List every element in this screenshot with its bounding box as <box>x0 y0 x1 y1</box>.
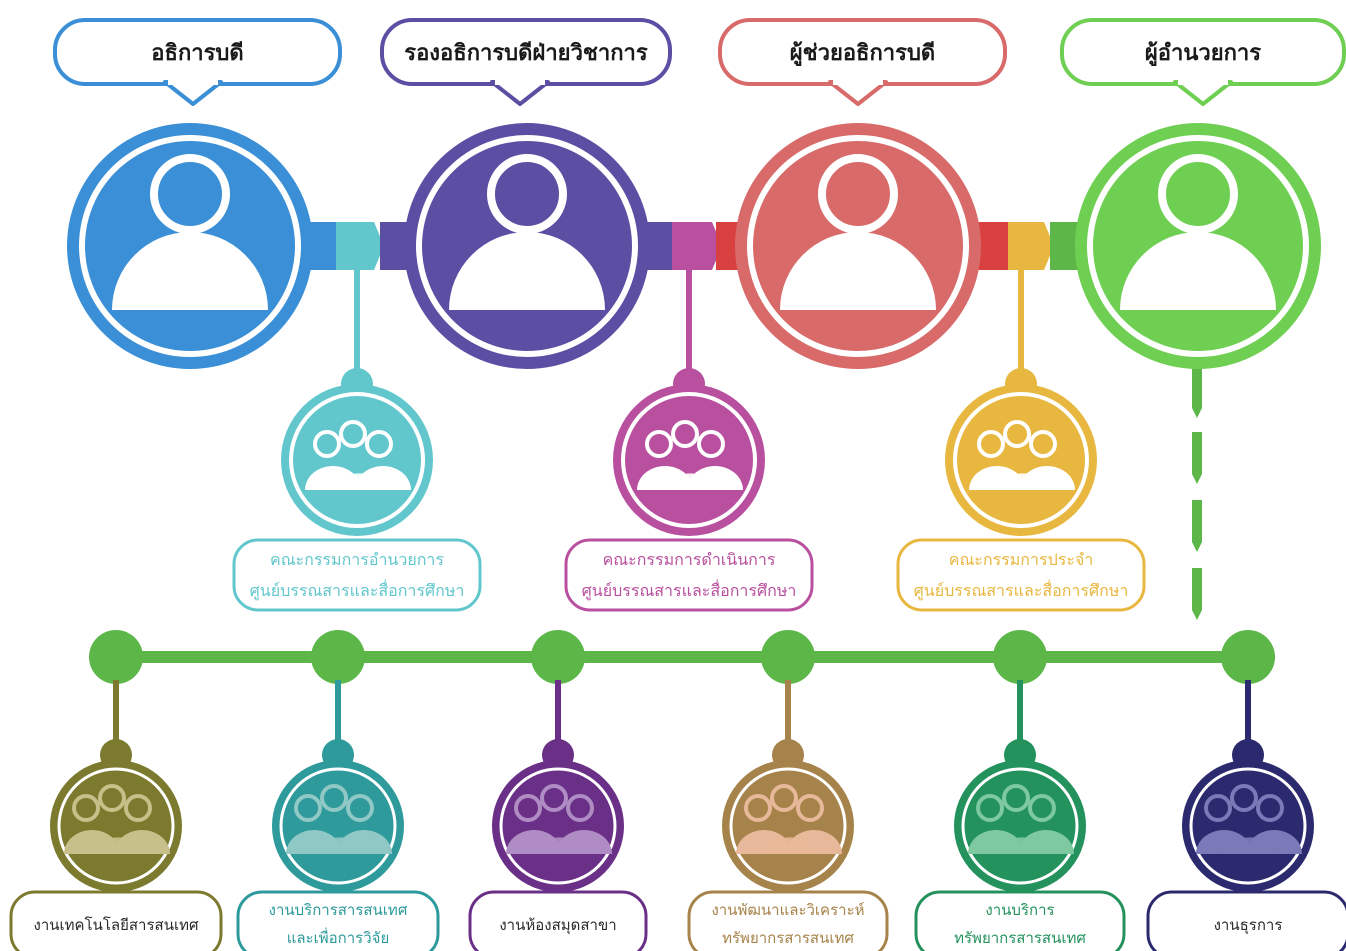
group-icon <box>613 368 765 536</box>
executive-title-bubble <box>720 20 1005 104</box>
unit-line-2: ทรัพยากรสารสนเทศ <box>722 929 854 947</box>
timeline-node <box>89 630 143 684</box>
unit-line-1: งานธุรการ <box>1213 916 1283 934</box>
group-icon <box>281 368 433 536</box>
unit-label <box>11 892 221 951</box>
unit-label <box>689 892 887 951</box>
timeline-node <box>761 630 815 684</box>
group-icon <box>50 739 182 892</box>
unit-line-1: งานเทคโนโลยีสารสนเทศ <box>33 916 199 934</box>
dash-arrow <box>1192 474 1202 484</box>
dash-segment <box>1192 432 1202 474</box>
committee-1 <box>234 368 480 610</box>
timeline-node <box>1221 630 1275 684</box>
unit-label <box>1148 892 1346 951</box>
unit-line-2: และเพื่อการวิจัย <box>286 929 390 947</box>
unit-label <box>238 892 438 951</box>
timeline-node <box>311 630 365 684</box>
person-icon <box>735 123 981 369</box>
executive-1 <box>55 20 340 369</box>
dash-segment <box>1192 500 1202 542</box>
group-icon <box>272 739 404 892</box>
unit-label <box>916 892 1124 951</box>
group-icon <box>945 368 1097 536</box>
committee-2 <box>566 368 812 610</box>
executive-title-bubble <box>55 20 340 104</box>
unit-label <box>470 892 646 951</box>
executive-2 <box>382 20 670 369</box>
group-icon <box>954 739 1086 892</box>
unit-2 <box>238 630 438 951</box>
executive-title-bubble <box>382 20 670 104</box>
committee-line-1: คณะกรรมการอำนวยการ <box>270 550 444 569</box>
executive-4 <box>1062 20 1344 369</box>
group-icon <box>492 739 624 892</box>
committee-line-1: คณะกรรมการประจำ <box>948 550 1094 569</box>
director-dashed-line <box>1192 366 1202 620</box>
committee-3 <box>898 368 1144 610</box>
group-icon <box>722 739 854 892</box>
executive-title: ผู้อำนวยการ <box>1144 41 1262 66</box>
person-icon <box>67 123 313 369</box>
committee-line-2: ศูนย์บรรณสารและสื่อการศึกษา <box>249 581 465 600</box>
unit-5 <box>916 630 1124 951</box>
unit-6 <box>1148 630 1346 951</box>
unit-3 <box>470 630 646 951</box>
unit-line-1: งานห้องสมุดสาขา <box>499 916 617 934</box>
executive-3 <box>720 20 1005 369</box>
committee-label <box>566 540 812 610</box>
group-icon <box>1182 739 1314 892</box>
executive-title: ผู้ช่วยอธิการบดี <box>789 41 936 66</box>
committee-label <box>234 540 480 610</box>
timeline-node <box>531 630 585 684</box>
dash-segment <box>1192 366 1202 408</box>
person-icon <box>404 123 650 369</box>
person-icon <box>1075 123 1321 369</box>
dash-arrow <box>1192 408 1202 418</box>
unit-line-1: งานพัฒนาและวิเคราะห์ <box>711 901 865 919</box>
unit-1 <box>11 630 221 951</box>
executive-title: อธิการบดี <box>151 41 244 66</box>
committee-line-2: ศูนย์บรรณสารและสื่อการศึกษา <box>913 581 1129 600</box>
timeline-node <box>993 630 1047 684</box>
committee-line-2: ศูนย์บรรณสารและสื่อการศึกษา <box>581 581 797 600</box>
unit-4 <box>689 630 887 951</box>
dash-arrow <box>1192 610 1202 620</box>
executive-title: รองอธิการบดีฝ่ายวิชาการ <box>404 41 648 66</box>
unit-line-2: ทรัพยากรสารสนเทศ <box>954 929 1086 947</box>
unit-line-1: งานบริการ <box>985 901 1055 919</box>
unit-line-1: งานบริการสารสนเทศ <box>268 901 408 919</box>
dash-arrow <box>1192 542 1202 552</box>
units-timeline <box>115 651 1255 663</box>
committee-label <box>898 540 1144 610</box>
dash-segment <box>1192 568 1202 610</box>
executive-title-bubble <box>1062 20 1344 104</box>
committee-line-1: คณะกรรมการดำเนินการ <box>602 550 776 569</box>
